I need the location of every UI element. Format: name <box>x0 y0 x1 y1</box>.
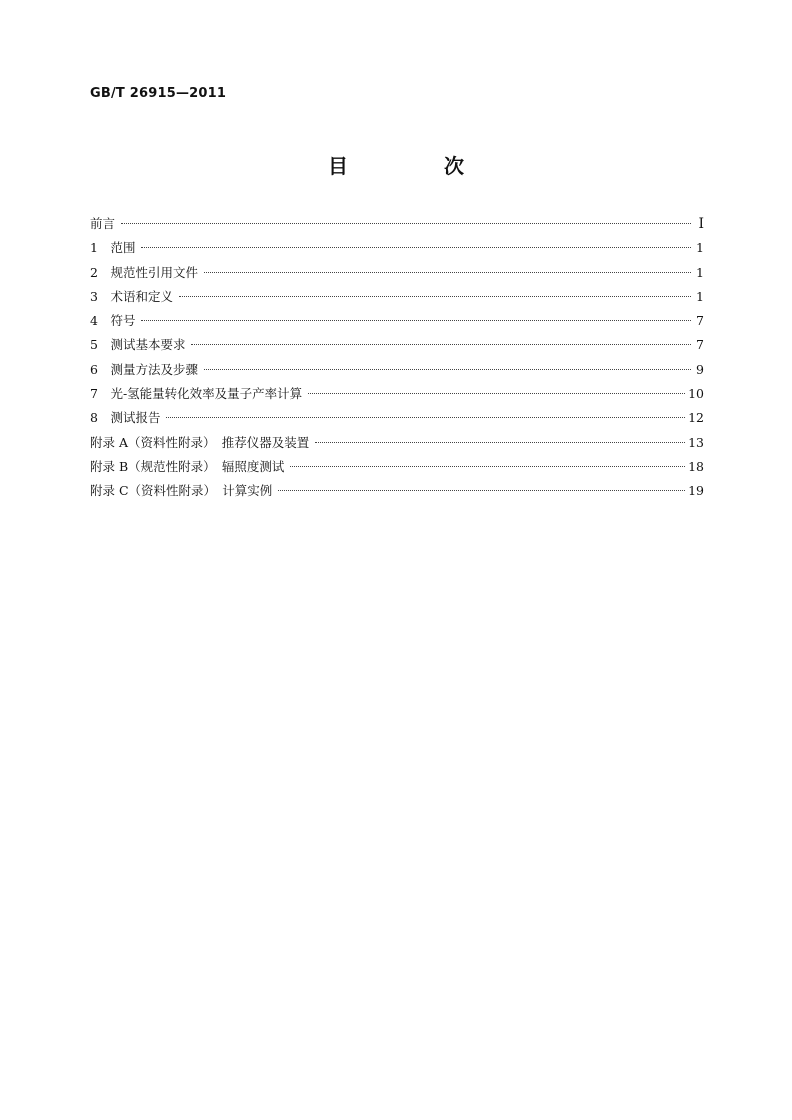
toc-entry-label: 1 范围 <box>90 240 136 256</box>
toc-entry-page: 1 <box>696 288 704 304</box>
toc-entry-scope[interactable] <box>90 238 704 262</box>
toc-entry-page: 9 <box>696 361 704 377</box>
toc-entry-page: 12 <box>688 410 704 426</box>
toc-leader-dots <box>121 223 691 224</box>
toc-entry-label: 8 测试报告 <box>90 410 161 426</box>
toc-leader-dots <box>166 417 685 418</box>
toc-entry-efficiency-calculation[interactable] <box>90 384 704 408</box>
toc-entry-label: 2 规范性引用文件 <box>90 264 198 280</box>
toc-entry-label: 附录 C（资料性附录） 计算实例 <box>90 483 273 499</box>
toc-entry-appendix-c[interactable] <box>90 481 704 505</box>
toc-entry-label: 6 测量方法及步骤 <box>90 361 198 377</box>
toc-leader-dots <box>278 490 685 491</box>
toc-entry-label: 4 符号 <box>90 313 136 329</box>
toc-entry-label: 前言 <box>90 216 116 231</box>
toc-entry-appendix-a[interactable] <box>90 433 704 457</box>
toc-entry-label: 7 光-氢能量转化效率及量子产率计算 <box>90 386 303 402</box>
toc-entry-page: 13 <box>688 434 704 450</box>
toc-leader-dots <box>141 320 691 321</box>
toc-leader-dots <box>204 272 691 273</box>
toc-entry-label: 附录 A（资料性附录） 推荐仪器及装置 <box>90 434 310 450</box>
toc-entry-page: 19 <box>688 483 704 499</box>
toc-entry-label: 附录 B（规范性附录） 辐照度测试 <box>90 458 285 474</box>
standard-code: GB/T 26915—2011 <box>90 86 227 101</box>
toc-entry-page: 18 <box>688 458 704 474</box>
toc-entry-label: 5 测试基本要求 <box>90 337 186 353</box>
toc-entry-page: 10 <box>688 386 704 402</box>
toc-entry-foreword[interactable] <box>90 214 704 238</box>
toc-entry-page: 7 <box>696 337 704 353</box>
toc-leader-dots <box>315 442 685 443</box>
toc-entry-label: 3 术语和定义 <box>90 288 173 304</box>
toc-leader-dots <box>290 466 685 467</box>
toc-entry-test-report[interactable] <box>90 408 704 432</box>
toc-entry-symbols[interactable] <box>90 311 704 335</box>
toc-entry-page: 1 <box>696 240 704 256</box>
toc-leader-dots <box>308 393 685 394</box>
toc-leader-dots <box>204 369 691 370</box>
toc-entry-appendix-b[interactable] <box>90 457 704 481</box>
toc-entry-page: Ⅰ <box>698 216 704 232</box>
toc-entry-methods-steps[interactable] <box>90 360 704 384</box>
toc-entry-terms-definitions[interactable] <box>90 287 704 311</box>
toc-entry-basic-requirements[interactable] <box>90 335 704 359</box>
toc-entry-page: 7 <box>696 313 704 329</box>
page-title: 目 次 <box>328 154 502 178</box>
toc-entry-page: 1 <box>696 264 704 280</box>
toc-leader-dots <box>179 296 691 297</box>
toc-entry-normative-references[interactable] <box>90 263 704 287</box>
toc-leader-dots <box>141 247 691 248</box>
table-of-contents <box>90 214 704 506</box>
toc-leader-dots <box>191 344 691 345</box>
